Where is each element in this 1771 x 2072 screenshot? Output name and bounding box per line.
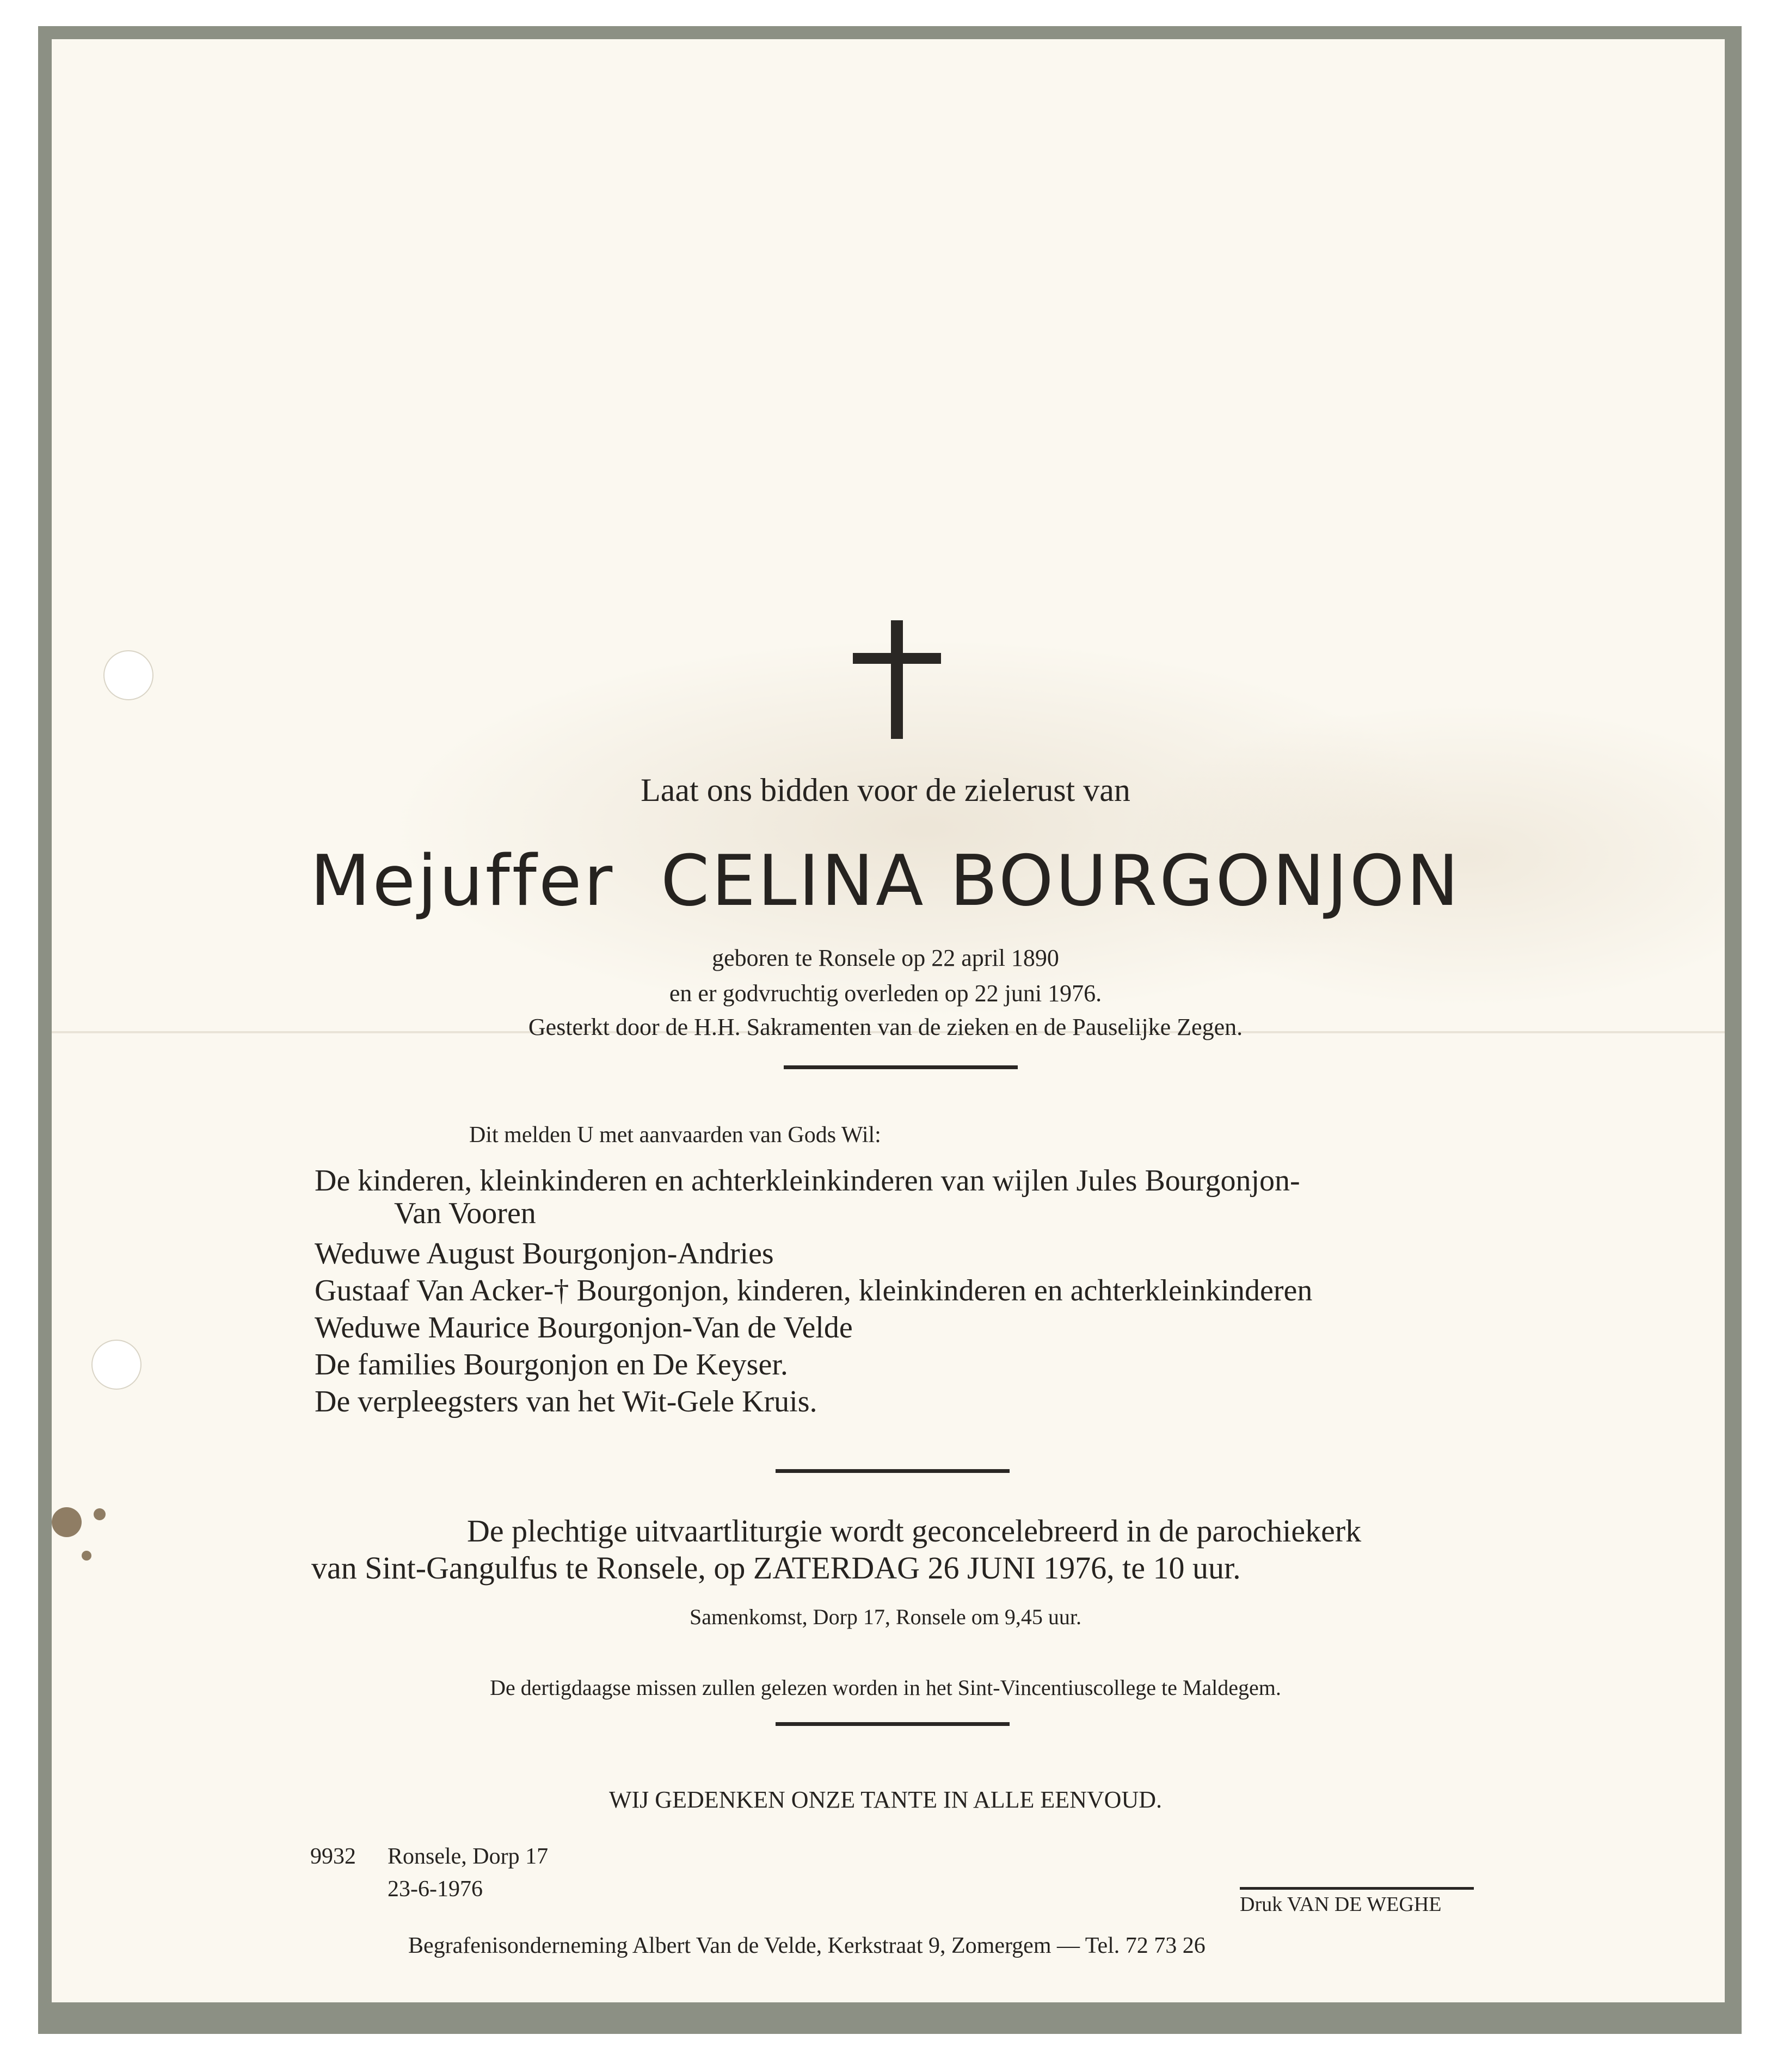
mourner-line: Van Vooren [394,1197,536,1230]
mourner-line: De kinderen, kleinkinderen en achterkleinkinderen van wijlen Jules Bourgonjon- [315,1164,1300,1198]
death-line: en er godvruchtig overleden op 22 juni 1976. [669,980,1102,1007]
punch-hole-top [103,650,153,700]
punch-hole-bottom [91,1340,142,1390]
printer-rule [1240,1887,1474,1890]
divider-3 [776,1722,1010,1726]
address: Ronsele, Dorp 17 [388,1844,549,1869]
mourner-line: De verpleegsters van het Wit-Gele Kruis. [315,1385,817,1419]
postcode: 9932 [310,1844,356,1869]
rust-stain [52,1507,82,1537]
name-prefix: Mejuffer [310,841,615,922]
sacraments-line: Gesterkt door de H.H. Sakramenten van de zieken en de Pauselijke Zegen. [528,1014,1243,1040]
prayer-intro: Laat ons bidden voor de zielerust van [641,772,1130,808]
mourner-line: Gustaaf Van Acker-† Bourgonjon, kinderen, kleinkinderen en achterkleinkinderen [315,1274,1313,1308]
remembrance-line: WIJ GEDENKEN ONZE TANTE IN ALLE EENVOUD. [608,1786,1163,1813]
mourner-line: De families Bourgonjon en De Keyser. [315,1348,788,1382]
mourner-line: Weduwe August Bourgonjon-Andries [315,1237,774,1271]
funeral-line-1: De plechtige uitvaartliturgie wordt geconcelebreerd in de parochiekerk [467,1513,1362,1549]
name-main: CELINA BOURGONJON [660,841,1461,922]
funeral-line-2: van Sint-Gangulfus te Ronsele, op ZATERDAG 26 JUNI 1976, te 10 uur. [311,1550,1241,1586]
masses-line: De dertigdaagse missen zullen gelezen worden in het Sint-Vincentiuscollege te Maldegem. [490,1675,1281,1700]
divider-1 [784,1065,1018,1069]
announcement-intro: Dit melden U met aanvaarden van Gods Wil: [469,1123,881,1148]
divider-2 [776,1469,1010,1473]
rust-spot [94,1508,106,1520]
mourner-line: Weduwe Maurice Bourgonjon-Van de Velde [315,1311,853,1345]
printer-mark: Druk VAN DE WEGHE [1240,1893,1442,1916]
date-line: 23-6-1976 [388,1877,483,1902]
birth-line: geboren te Ronsele op 22 april 1890 [712,945,1059,971]
deceased-name [0,841,1771,922]
undertaker-line: Begrafenisonderneming Albert Van de Velde, Kerkstraat 9, Zomergem — Tel. 72 73 26 [408,1933,1206,1958]
gathering-line: Samenkomst, Dorp 17, Ronsele om 9,45 uur. [690,1605,1081,1629]
rust-spot [82,1551,91,1561]
